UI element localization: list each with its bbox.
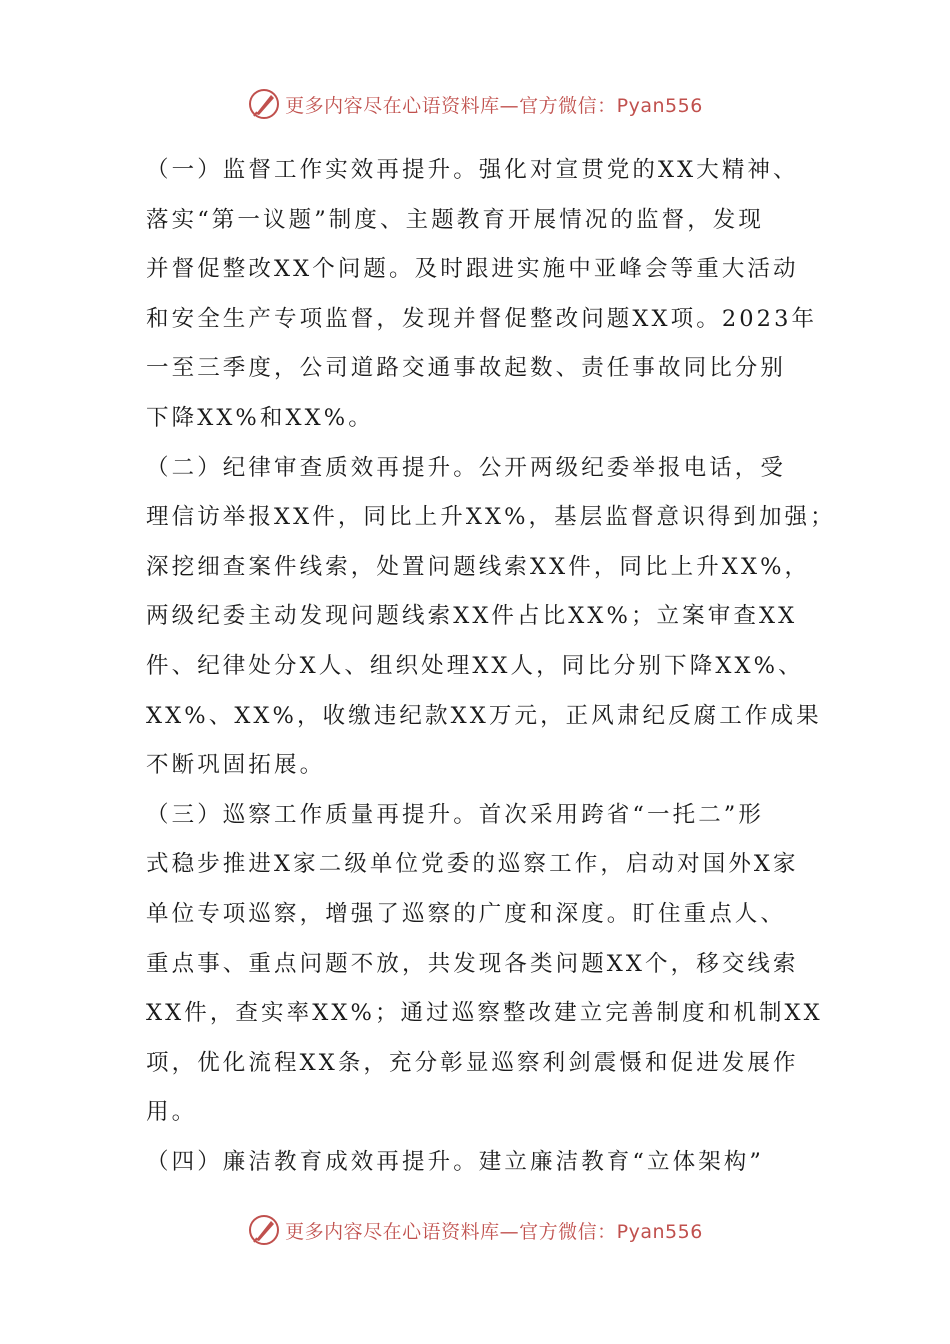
paragraph-4 [146,1138,816,1188]
quill-pen-logo-icon [247,1213,281,1247]
header-banner [0,82,950,126]
text-line: （四）廉洁教育成效再提升。建立廉洁教育“立体架构” [146,1148,765,1175]
text-line: （二）纪律审查质效再提升。公开两级纪委举报电话，受 [146,454,787,481]
paragraph-2 [146,444,836,791]
text-line: 件、纪律处分X人、组织处理XX人，同比分别下降XX%、 [146,652,804,679]
text-line: 下降XX%和XX%。 [146,404,374,431]
text-line: （一）监督工作实效再提升。强化对宣贯党的XX大精神、 [146,157,799,183]
document-body [146,146,836,1187]
text-line: XX件，查实率XX%；通过巡察整改建立完善制度和机制XX [146,1000,823,1027]
paragraph-1 [146,146,816,444]
text-line: 落实“第一议题”制度、主题教育开展情况的监督，发现 [146,206,765,233]
text-line: 重点事、重点问题不放，共发现各类问题XX个，移交线索 [146,950,799,977]
text-line: 单位专项巡察，增强了巡察的广度和深度。盯住重点人、 [146,900,787,927]
text-line: （三）巡察工作质量再提升。首次采用跨省“一托二”形 [146,801,765,828]
quill-pen-logo-icon [247,87,281,121]
text-line: 并督促整改XX个问题。及时跟进实施中亚峰会等重大活动 [146,256,799,283]
banner-text: 更多内容尽在心语资料库—官方微信：Pyan556 [285,1220,703,1243]
text-line: 不断巩固拓展。 [146,752,326,779]
text-line: 一至三季度，公司道路交通事故起数、责任事故同比分别 [146,355,787,382]
paragraph-3 [146,791,823,1138]
text-line: 两级纪委主动发现问题线索XX件占比XX%；立案审查XX [146,603,798,630]
text-line: 用。 [146,1099,198,1126]
text-line: 式稳步推进X家二级单位党委的巡察工作，启动对国外X家 [146,851,799,878]
text-line: 理信访举报XX件，同比上升XX%，基层监督意识得到加强； [146,504,836,531]
text-line: 和安全生产专项监督，发现并督促整改问题XX项。2023年 [146,305,818,332]
text-line: XX%、XX%，收缴违纪款XX万元，正风肃纪反腐工作成果 [146,702,822,729]
footer-banner [0,1208,950,1252]
banner-text: 更多内容尽在心语资料库—官方微信：Pyan556 [285,94,703,117]
text-line: 深挖细查案件线索，处置问题线索XX件，同比上升XX%， [146,553,811,580]
text-line: 项，优化流程XX条，充分彰显巡察利剑震慑和促进发展作 [146,1049,799,1076]
